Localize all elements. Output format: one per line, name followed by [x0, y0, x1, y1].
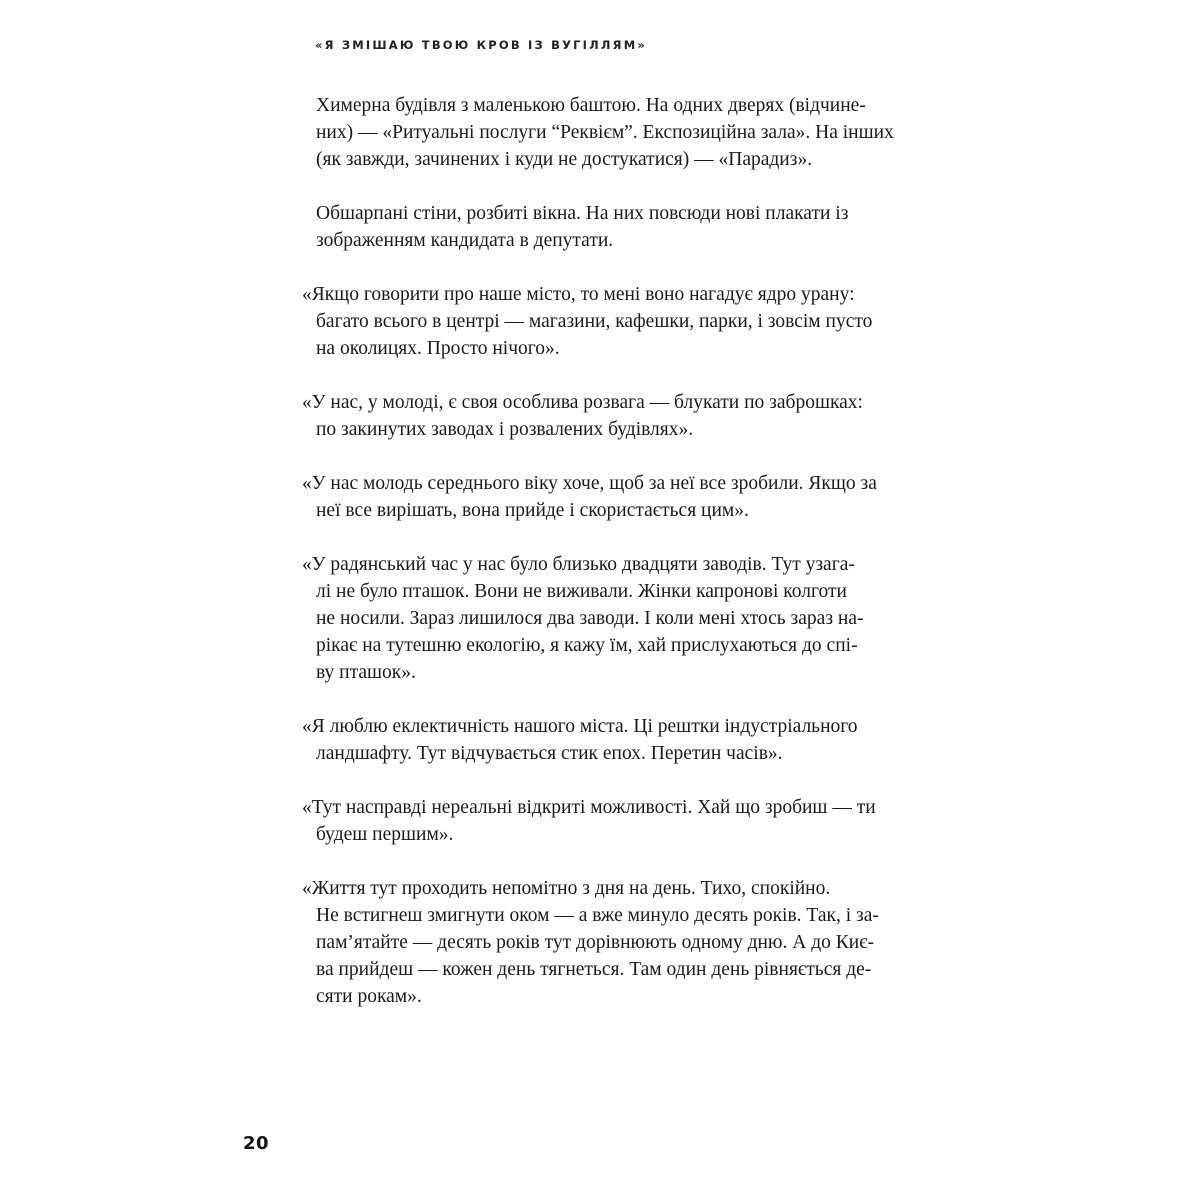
text-line: Не встигнеш змигнути оком — а вже минуло десять років. Так, і за-: [316, 905, 879, 926]
text-line: ву пташок».: [316, 662, 416, 683]
paragraph: [300, 713, 960, 767]
text-line: на околицях. Просто нічого».: [316, 338, 560, 359]
text-line: «Якщо говорити про наше місто, то мені воно нагадує ядро урану:: [302, 284, 855, 305]
body-text: [300, 92, 960, 1037]
text-line: «У нас молодь середнього віку хоче, щоб за неї все зробили. Якщо за: [302, 473, 877, 494]
page-number: 20: [243, 1133, 270, 1154]
text-line: «Тут насправді нереальні відкриті можливості. Хай що зробиш — ти: [302, 797, 876, 818]
text-line: ландшафту. Тут відчувається стик епох. Перетин часів».: [316, 743, 783, 764]
text-line: зображенням кандидата в депутати.: [316, 230, 614, 251]
text-line: Химерна будівля з маленькою баштою. На одних дверях (відчине-: [316, 95, 866, 116]
text-line: неї все вирішать, вона прийде і скористається цим».: [316, 500, 749, 521]
text-line: лі не було пташок. Вони не виживали. Жінки капронові колготи: [316, 581, 847, 602]
paragraph: [300, 281, 960, 362]
running-head: «Я ЗМІШАЮ ТВОЮ КРОВ ІЗ ВУГІЛЛЯМ»: [315, 38, 647, 52]
text-line: по закинутих заводах і розвалених будівлях».: [316, 419, 694, 440]
paragraph: [300, 389, 960, 443]
text-line: «Я люблю еклектичність нашого міста. Ці рештки індустріального: [302, 716, 858, 737]
text-line: не носили. Зараз лишилося два заводи. І коли мені хтось зараз на-: [316, 608, 864, 629]
text-line: сяти рокам».: [316, 986, 422, 1007]
text-line: «У нас, у молоді, є своя особлива розвага — блукати по заброшках:: [302, 392, 863, 413]
text-line: (як завжди, зачинених і куди не достукатися) — «Парадиз».: [316, 149, 813, 170]
text-line: будеш першим».: [316, 824, 454, 845]
paragraph: [300, 551, 960, 686]
paragraph: [300, 470, 960, 524]
text-line: ва прийдеш — кожен день тягнеться. Там один день рівняється де-: [316, 959, 872, 980]
paragraph: [300, 92, 960, 173]
paragraph: [300, 875, 960, 1010]
paragraph: [300, 200, 960, 254]
text-line: рікає на тутешню екологію, я кажу їм, хай прислухаються до спі-: [316, 635, 858, 656]
text-line: «Життя тут проходить непомітно з дня на день. Тихо, спокійно.: [302, 878, 831, 899]
text-line: Обшарпані стіни, розбиті вікна. На них повсюди нові плакати із: [316, 203, 849, 224]
text-line: «У радянський час у нас було близько двадцяти заводів. Тут узага-: [302, 554, 855, 575]
text-line: багато всього в центрі — магазини, кафешки, парки, і зовсім пусто: [316, 311, 873, 332]
text-line: пам’ятайте — десять років тут дорівнюють одному дню. А до Киє-: [316, 932, 875, 953]
text-line: них) — «Ритуальні послуги “Реквієм”. Експозиційна зала». На інших: [316, 122, 894, 143]
paragraph: [300, 794, 960, 848]
